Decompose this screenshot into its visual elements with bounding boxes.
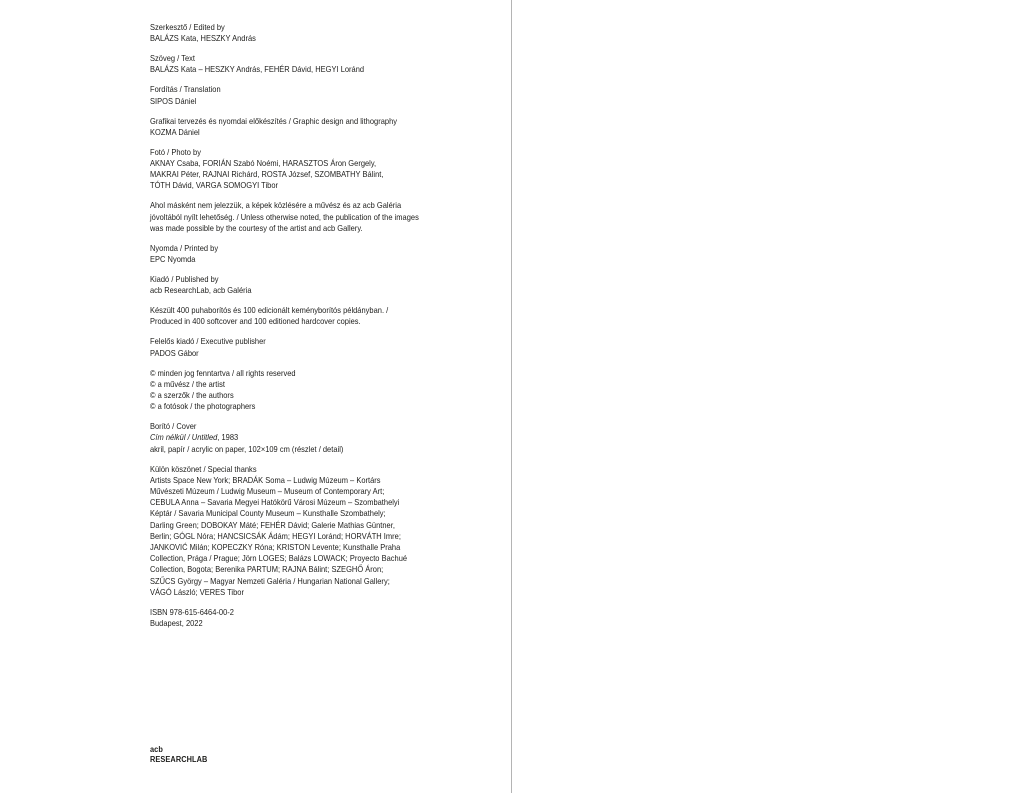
acb-researchlab-logo <box>150 745 207 765</box>
colophon-block-image-rights-note <box>150 200 419 234</box>
colophon-line: SIPOS Dániel <box>150 95 197 106</box>
colophon-block-edited-by <box>150 22 419 44</box>
colophon-block-published-by <box>150 274 419 296</box>
colophon-line: jóvoltából nyílt lehetőség. / Unless otherwise noted, the publication of the images <box>150 211 419 222</box>
colophon-line: Külön köszönet / Special thanks <box>150 463 257 474</box>
colophon-line: Budapest, 2022 <box>150 618 203 629</box>
colophon-block-cover-credit <box>150 421 419 455</box>
colophon-line: Nyomda / Printed by <box>150 242 219 253</box>
colophon-line: Artists Space New York; BRADÁK Soma – Ludwig Múzeum – Kortárs <box>150 474 381 485</box>
colophon-line: Collection, Bogota; Berenika PARTUM; RAJNA Bálint; SZEGHŐ Áron; <box>150 564 384 575</box>
colophon-line: EPC Nyomda <box>150 254 196 265</box>
colophon-line: Berlin; GÓGL Nóra; HANCSICSÁK Ádám; HEGYI Loránd; HORVÁTH Imre; <box>150 530 401 541</box>
colophon-line: Borító / Cover <box>150 421 197 432</box>
colophon-block-text-credit <box>150 53 419 75</box>
colophon-text-block <box>150 22 419 638</box>
colophon-line: was made possible by the courtesy of the artist and acb Gallery. <box>150 222 363 233</box>
blank-facing-page <box>512 0 1024 793</box>
colophon-line: Készült 400 puhaborítós és 100 edicionált keményborítós példányban. / <box>150 305 389 316</box>
colophon-block-special-thanks <box>150 464 419 598</box>
colophon-block-executive-publisher <box>150 336 419 358</box>
colophon-page <box>0 0 511 793</box>
colophon-line: Collection, Prága / Prague; Jörn LOGES; Balázs LOWACK; Proyecto Bachué <box>150 553 408 564</box>
colophon-line: Ahol másként nem jelezzük, a képek közlésére a művész és az acb Galéria <box>150 200 402 211</box>
colophon-line: Művészeti Múzeum / Ludwig Museum – Museum of Contemporary Art; <box>150 486 385 497</box>
colophon-line: Fotó / Photo by <box>150 146 201 157</box>
colophon-line: Képtár / Savaria Municipal County Museum – Kunsthalle Szombathely; <box>150 508 386 519</box>
colophon-line: SZŰCS György – Magyar Nemzeti Galéria / Hungarian National Gallery; <box>150 575 390 586</box>
colophon-line: ISBN 978-615-6464-00-2 <box>150 606 234 617</box>
colophon-line: TÓTH Dávid, VARGA SOMOGYI Tibor <box>150 180 279 191</box>
colophon-line: VÁGÓ László; VERES Tibor <box>150 586 244 597</box>
colophon-line: PADOS Gábor <box>150 347 199 358</box>
colophon-line: Szöveg / Text <box>150 53 196 64</box>
colophon-line: Darling Green; DOBOKAY Máté; FEHÉR Dávid; Galerie Mathias Güntner, <box>150 519 395 530</box>
colophon-line: © a fotósok / the photographers <box>150 401 256 412</box>
colophon-line: Produced in 400 softcover and 100 editioned hardcover copies. <box>150 316 361 327</box>
colophon-line: JANKOVIĆ Milán; KOPECZKY Róna; KRISTON Levente; Kunsthalle Praha <box>150 542 401 553</box>
colophon-line: akril, papír / acrylic on paper, 102×109 cm (részlet / detail) <box>150 443 344 454</box>
colophon-line: Grafikai tervezés és nyomdai előkészítés / Graphic design and lithography <box>150 115 398 126</box>
colophon-block-copyright <box>150 368 419 413</box>
colophon-line: © a szerzők / the authors <box>150 390 234 401</box>
colophon-line: Kiadó / Published by <box>150 274 219 285</box>
colophon-line: © a művész / the artist <box>150 378 225 389</box>
logo-acb: acb <box>150 745 163 754</box>
colophon-line: Cím nélkül / Untitled, 1983 <box>150 432 239 443</box>
colophon-block-edition-note <box>150 305 419 327</box>
colophon-line: BALÁZS Kata – HESZKY András, FEHÉR Dávid, HEGYI Loránd <box>150 64 365 75</box>
colophon-line: Felelős kiadó / Executive publisher <box>150 336 266 347</box>
colophon-block-printed-by <box>150 243 419 265</box>
logo-researchlab: RESEARCHLAB <box>150 755 208 764</box>
colophon-block-photo-credit <box>150 147 419 192</box>
colophon-line: BALÁZS Kata, HESZKY András <box>150 33 256 44</box>
colophon-block-graphic-design <box>150 116 419 138</box>
colophon-line: KOZMA Dániel <box>150 126 200 137</box>
colophon-line: MAKRAI Péter, RAJNAI Richárd, ROSTA József, SZOMBATHY Bálint, <box>150 169 384 180</box>
colophon-line: acb ResearchLab, acb Galéria <box>150 285 252 296</box>
colophon-line: CEBULA Anna – Savaria Megyei Hatókörű Városi Múzeum – Szombathelyi <box>150 497 400 508</box>
colophon-line: Szerkesztő / Edited by <box>150 22 225 32</box>
colophon-line: © minden jog fenntartva / all rights reserved <box>150 367 296 378</box>
colophon-block-translation <box>150 84 419 106</box>
colophon-line: AKNAY Csaba, FORIÁN Szabó Noémi, HARASZTOS Áron Gergely, <box>150 158 377 169</box>
colophon-block-isbn <box>150 607 419 629</box>
colophon-line: Fordítás / Translation <box>150 84 221 95</box>
